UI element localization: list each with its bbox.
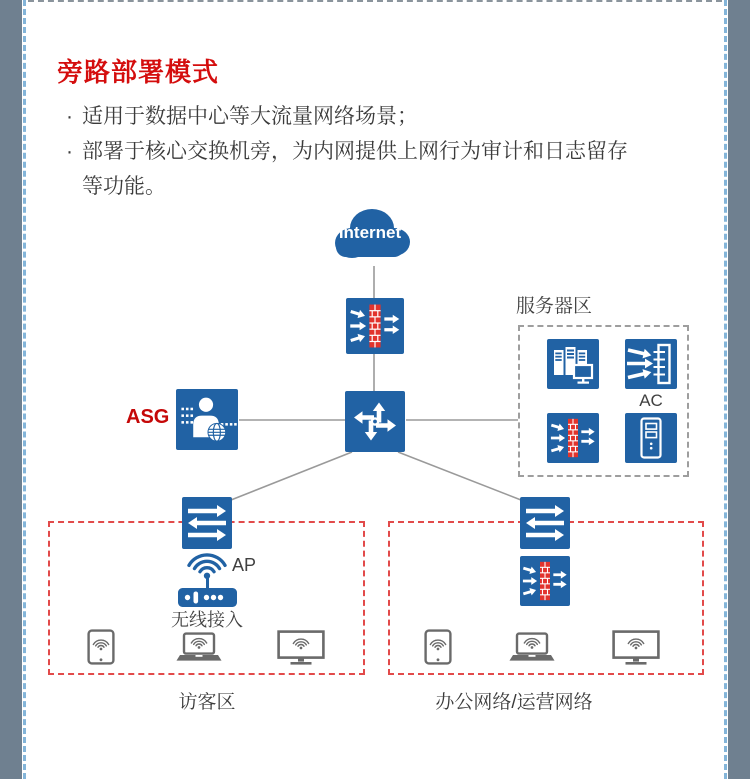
tablet-icon <box>87 629 115 665</box>
bullet-item: · 适用于数据中心等大流量网络场景； <box>62 99 630 134</box>
server-area-title: 服务器区 <box>516 296 593 317</box>
right-rail-dashed-line <box>724 0 727 779</box>
firewall-icon <box>346 298 404 354</box>
lan-switch-icon <box>520 497 570 549</box>
ac-label: AC <box>639 391 663 410</box>
bullet-item: · 部署于核心交换机旁，为内网提供上网行为审计和日志留存等功能。 <box>62 134 630 204</box>
monitor-icon <box>277 630 325 665</box>
laptop-icon <box>509 632 555 664</box>
wifi-ap-icon <box>178 588 237 607</box>
bullet-list <box>62 99 630 204</box>
internet-cloud <box>322 203 418 267</box>
office-area-title: 办公网络/运营网络 <box>435 692 593 713</box>
internet-label: Internet <box>338 223 402 242</box>
asg-user-globe-icon <box>176 389 238 450</box>
wireless-access-label: 无线接入 <box>171 610 243 630</box>
laptop-icon <box>176 632 222 664</box>
right-rail <box>728 0 750 779</box>
wifi-signal-icon <box>185 550 229 580</box>
top-dashed-line <box>28 0 722 2</box>
server-rack-icon <box>547 339 599 389</box>
server-tower-icon <box>625 413 677 463</box>
access-controller-icon <box>625 339 677 389</box>
guest-area-title: 访客区 <box>178 692 236 713</box>
left-rail-dashed-line <box>23 0 26 779</box>
firewall-icon <box>520 556 570 606</box>
ap-label: AP <box>232 555 257 575</box>
left-rail <box>0 0 22 779</box>
tablet-icon <box>424 629 452 665</box>
asg-label: ASG <box>126 406 170 428</box>
page-title: 旁路部署模式 <box>57 57 220 87</box>
firewall-icon <box>547 413 599 463</box>
lan-switch-icon <box>182 497 232 549</box>
monitor-icon <box>612 630 660 665</box>
ap-antenna-stem <box>206 577 209 588</box>
core-switch-icon <box>345 391 405 452</box>
